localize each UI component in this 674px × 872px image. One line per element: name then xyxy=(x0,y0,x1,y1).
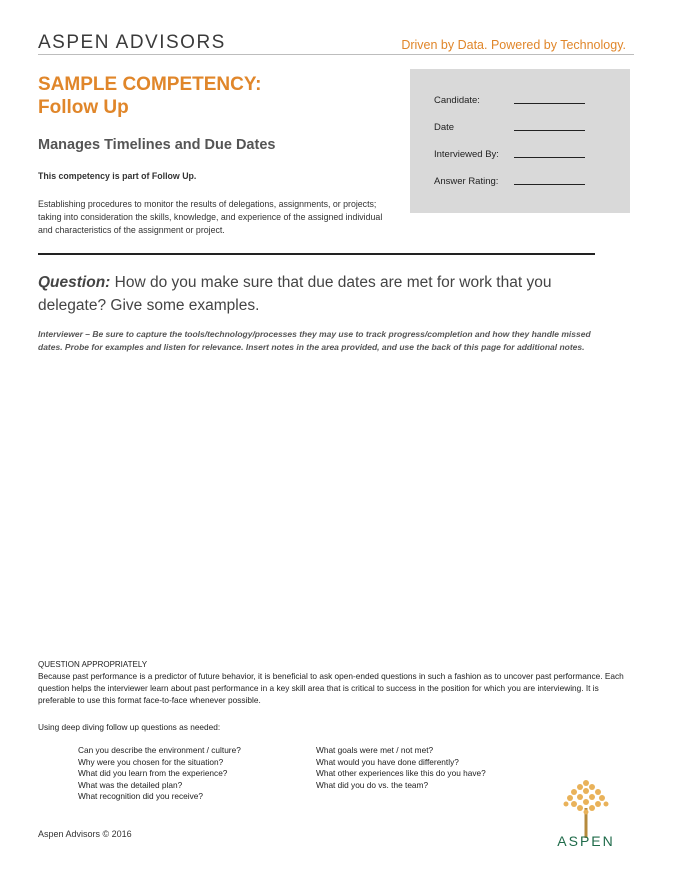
answer-rating-label: Answer Rating: xyxy=(434,176,499,187)
footer-logo-word: ASPEN xyxy=(557,833,615,849)
list-item: What did you do vs. the team? xyxy=(316,779,429,790)
candidate-line[interactable] xyxy=(514,103,585,104)
answer-rating-line[interactable] xyxy=(514,184,585,185)
candidate-label: Candidate: xyxy=(434,95,480,106)
answer-rating-field xyxy=(434,176,614,187)
interviewed-by-line[interactable] xyxy=(514,157,585,158)
interviewed-by-label: Interviewed By: xyxy=(434,149,499,160)
list-item: What was the detailed plan? xyxy=(78,779,183,790)
date-label: Date xyxy=(434,122,455,133)
list-item: Why were you chosen for the situation? xyxy=(78,756,224,767)
section-divider xyxy=(38,253,595,255)
list-item: What recognition did you receive? xyxy=(78,791,203,802)
question-appropriately-heading: QUESTION APPROPRIATELY xyxy=(38,660,148,669)
question-text: How do you make sure that due dates are met for work that you delegate? Give some examples. xyxy=(38,274,552,314)
competency-description: Establishing procedures to monitor the results of delegations, assignments, or projects; taking into consideration the skills, knowledge, and experience of the assigned individual and characteristics of the assignment or project. xyxy=(38,199,383,235)
candidate-info-box xyxy=(410,69,630,213)
list-item: What other experiences like this do you have? xyxy=(316,768,486,779)
date-line[interactable] xyxy=(514,130,585,131)
list-item: Can you describe the environment / culture? xyxy=(78,745,241,755)
competency-kicker: SAMPLE COMPETENCY: xyxy=(38,74,262,95)
brand-logo-text: ASPEN ADVISORS xyxy=(38,32,226,53)
candidate-field xyxy=(434,95,614,106)
interview-question xyxy=(38,271,598,317)
header-divider xyxy=(38,54,634,55)
interviewed-by-field xyxy=(434,149,614,160)
follow-up-questions-right xyxy=(316,745,486,791)
list-item: What would you have done differently? xyxy=(316,756,459,767)
competency-name: Follow Up xyxy=(38,97,129,118)
interviewer-note: Interviewer – Be sure to capture the tools/technology/processes they may use to track progress/completion and how they handle missed dates. Probe for examples and listen for relevance. Insert notes in the area provided, and use the back of this page for additional notes. xyxy=(38,329,591,352)
list-item: What did you learn from the experience? xyxy=(78,768,228,779)
follow-up-questions-left xyxy=(78,745,241,803)
tagline: Driven by Data. Powered by Technology. xyxy=(401,38,626,52)
sub-heading: Manages Timelines and Due Dates xyxy=(38,137,276,153)
question-appropriately-body: Because past performance is a predictor of future behavior, it is beneficial to ask open-ended questions in such a fashion as to uncover past performance. Each question helps the interviewer learn about past performance in a key skill area that is critical to success in the position for which you are interviewing. It is preferable to use this format face-to-face whenever possible. xyxy=(38,671,624,705)
copyright: Aspen Advisors © 2016 xyxy=(38,829,132,839)
date-field xyxy=(434,122,614,133)
question-label: Question: xyxy=(38,274,111,291)
competency-part-of: This competency is part of Follow Up. xyxy=(38,171,197,181)
list-item: What goals were met / not met? xyxy=(316,745,434,755)
deep-dive-label: Using deep diving follow up questions as needed: xyxy=(38,722,221,732)
